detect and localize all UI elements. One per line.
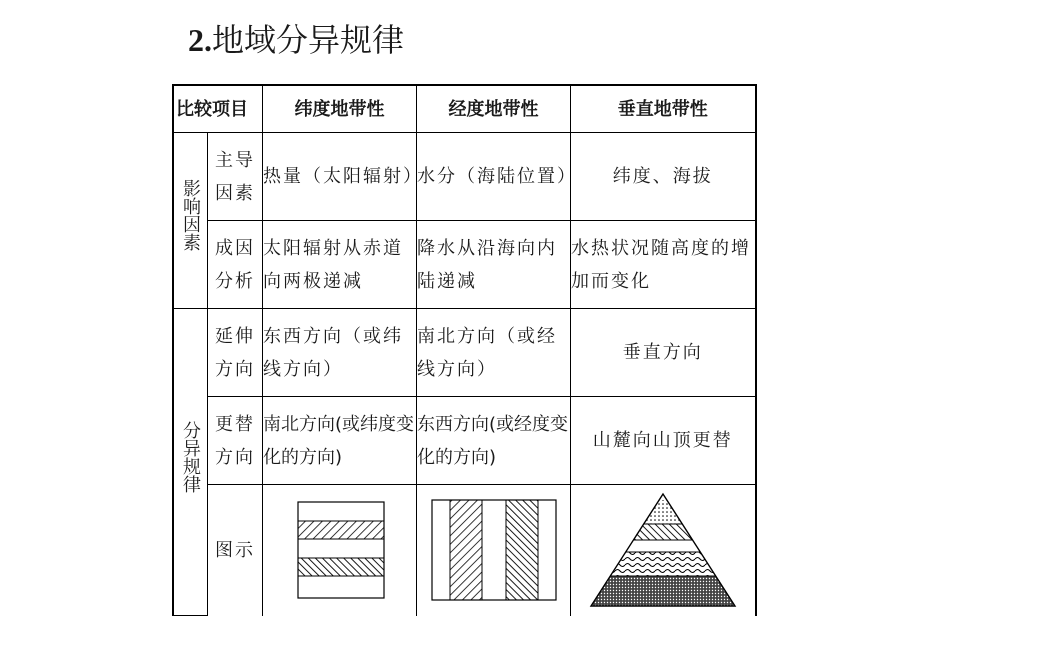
longitudinal-cell: 降水从沿海向内陆递减 <box>417 221 571 309</box>
table-row <box>173 485 756 616</box>
vertical-cell: 垂直方向 <box>571 309 756 397</box>
group-label-pattern: 分异规律 <box>173 309 208 616</box>
latitudinal-diagram-cell <box>263 485 417 616</box>
row-label: 主导因素 <box>208 133 263 221</box>
row-label: 图示 <box>208 485 263 616</box>
comparison-table <box>172 84 757 616</box>
longitudinal-diagram-cell <box>417 485 571 616</box>
group-label-influence: 影响因素 <box>173 133 208 309</box>
table-header-row <box>173 85 756 133</box>
vertical-cell: 水热状况随高度的增加而变化 <box>571 221 756 309</box>
header-latitudinal: 纬度地带性 <box>263 85 417 133</box>
longitudinal-cell: 南北方向（或经线方向） <box>417 309 571 397</box>
table-row <box>173 133 756 221</box>
latitudinal-cell: 南北方向(或纬度变化的方向) <box>263 397 417 485</box>
vertical-cell: 山麓向山顶更替 <box>571 397 756 485</box>
header-compare-item: 比较项目 <box>173 85 263 133</box>
header-vertical: 垂直地带性 <box>571 85 756 133</box>
latitudinal-cell: 热量（太阳辐射） <box>263 133 417 221</box>
row-label: 延伸方向 <box>208 309 263 397</box>
table-row <box>173 309 756 397</box>
mountain-layers-diagram <box>585 490 741 610</box>
latitudinal-cell: 东西方向（或纬线方向） <box>263 309 417 397</box>
horizontal-bands-diagram <box>292 500 388 600</box>
latitudinal-cell: 太阳辐射从赤道向两极递减 <box>263 221 417 309</box>
longitudinal-cell: 东西方向(或经度变化的方向) <box>417 397 571 485</box>
table-row <box>173 397 756 485</box>
table-row <box>173 221 756 309</box>
header-longitudinal: 经度地带性 <box>417 85 571 133</box>
row-label: 更替方向 <box>208 397 263 485</box>
row-label: 成因分析 <box>208 221 263 309</box>
page-title: 2.地域分异规律 <box>188 21 405 59</box>
vertical-cell: 纬度、海拔 <box>571 133 756 221</box>
vertical-bands-diagram <box>428 498 560 602</box>
longitudinal-cell: 水分（海陆位置） <box>417 133 571 221</box>
vertical-diagram-cell <box>571 485 756 616</box>
